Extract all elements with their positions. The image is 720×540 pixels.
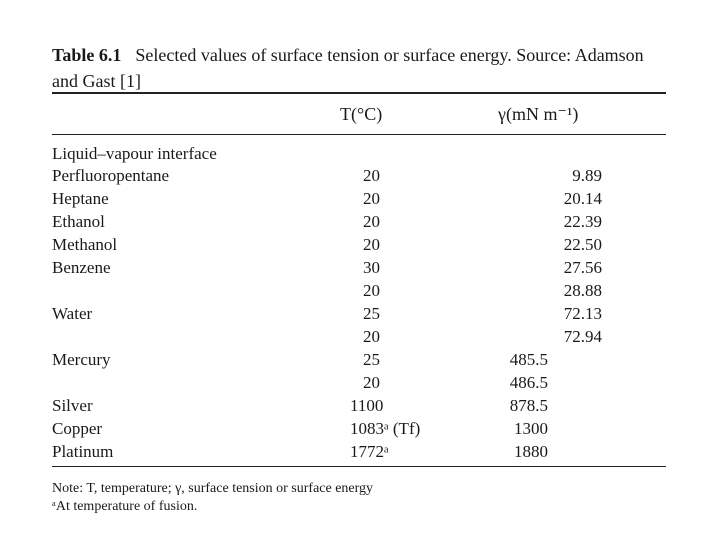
table-row	[0, 396, 720, 419]
substance-name: Water	[52, 304, 93, 323]
section-label: Liquid–vapour interface	[52, 144, 217, 163]
substance-name: Perfluoropentane	[52, 166, 170, 185]
surface-tension-cell: 22.50	[563, 235, 602, 254]
temperature-cell: 25	[363, 350, 380, 369]
caption-text-line1: Selected values of surface tension or surface energy. Source: Adamson	[135, 45, 644, 65]
substance-name: Benzene	[52, 258, 111, 277]
surface-tension-cell: 878.5	[509, 396, 548, 415]
temperature-cell: 20	[363, 189, 380, 208]
surface-tension-cell: 485.5	[509, 350, 548, 369]
temperature-cell: 1083ᵃ (Tf)	[350, 419, 421, 438]
gamma-column-header: γ(mN m⁻¹)	[498, 104, 579, 124]
temperature-cell: 20	[363, 327, 380, 346]
temperature-cell: 20	[363, 281, 380, 300]
top-rule	[52, 92, 666, 94]
table-caption	[52, 42, 682, 94]
substance-name: Mercury	[52, 350, 111, 369]
surface-tension-cell: 9.89	[572, 166, 602, 185]
surface-tension-cell: 20.14	[563, 189, 602, 208]
substance-name: Platinum	[52, 442, 114, 461]
surface-tension-cell: 486.5	[509, 373, 548, 392]
surface-tension-cell: 27.56	[563, 258, 602, 277]
table-row	[0, 327, 720, 350]
table-row	[0, 189, 720, 212]
surface-tension-cell: 1300	[514, 419, 548, 438]
table-row	[0, 258, 720, 281]
table-row	[0, 419, 720, 442]
table-row	[0, 212, 720, 235]
caption-text-line2: and Gast [1]	[52, 71, 141, 91]
table-row	[0, 281, 720, 304]
temperature-cell: 20	[363, 166, 380, 185]
table-row	[0, 235, 720, 258]
surface-tension-cell: 22.39	[563, 212, 602, 231]
temperature-column-header: T(°C)	[340, 104, 383, 124]
table-row	[0, 442, 720, 465]
surface-tension-cell: 28.88	[563, 281, 602, 300]
table-row	[0, 166, 720, 189]
bottom-rule	[52, 466, 666, 467]
table-row	[0, 350, 720, 373]
table-row	[0, 304, 720, 327]
substance-name: Methanol	[52, 235, 118, 254]
section-row	[0, 144, 720, 167]
temperature-cell: 30	[363, 258, 380, 277]
temperature-cell: 20	[363, 212, 380, 231]
substance-name: Silver	[52, 396, 93, 415]
header-rule	[52, 134, 666, 135]
temperature-cell: 20	[363, 373, 380, 392]
temperature-cell: 20	[363, 235, 380, 254]
table-row	[0, 373, 720, 396]
surface-tension-cell: 72.13	[563, 304, 602, 323]
footnote-a: ᵃAt temperature of fusion.	[52, 499, 198, 514]
temperature-cell: 1100	[350, 396, 384, 415]
temperature-cell: 25	[363, 304, 380, 323]
temperature-cell: 1772ᵃ	[350, 442, 389, 461]
surface-tension-cell: 1880	[514, 442, 548, 461]
substance-name: Copper	[52, 419, 103, 438]
table-note: Note: T, temperature; γ, surface tension or surface energy	[52, 481, 374, 496]
surface-tension-cell: 72.94	[563, 327, 602, 346]
substance-name: Heptane	[52, 189, 109, 208]
table-label: Table 6.1	[52, 45, 122, 65]
substance-name: Ethanol	[52, 212, 105, 231]
